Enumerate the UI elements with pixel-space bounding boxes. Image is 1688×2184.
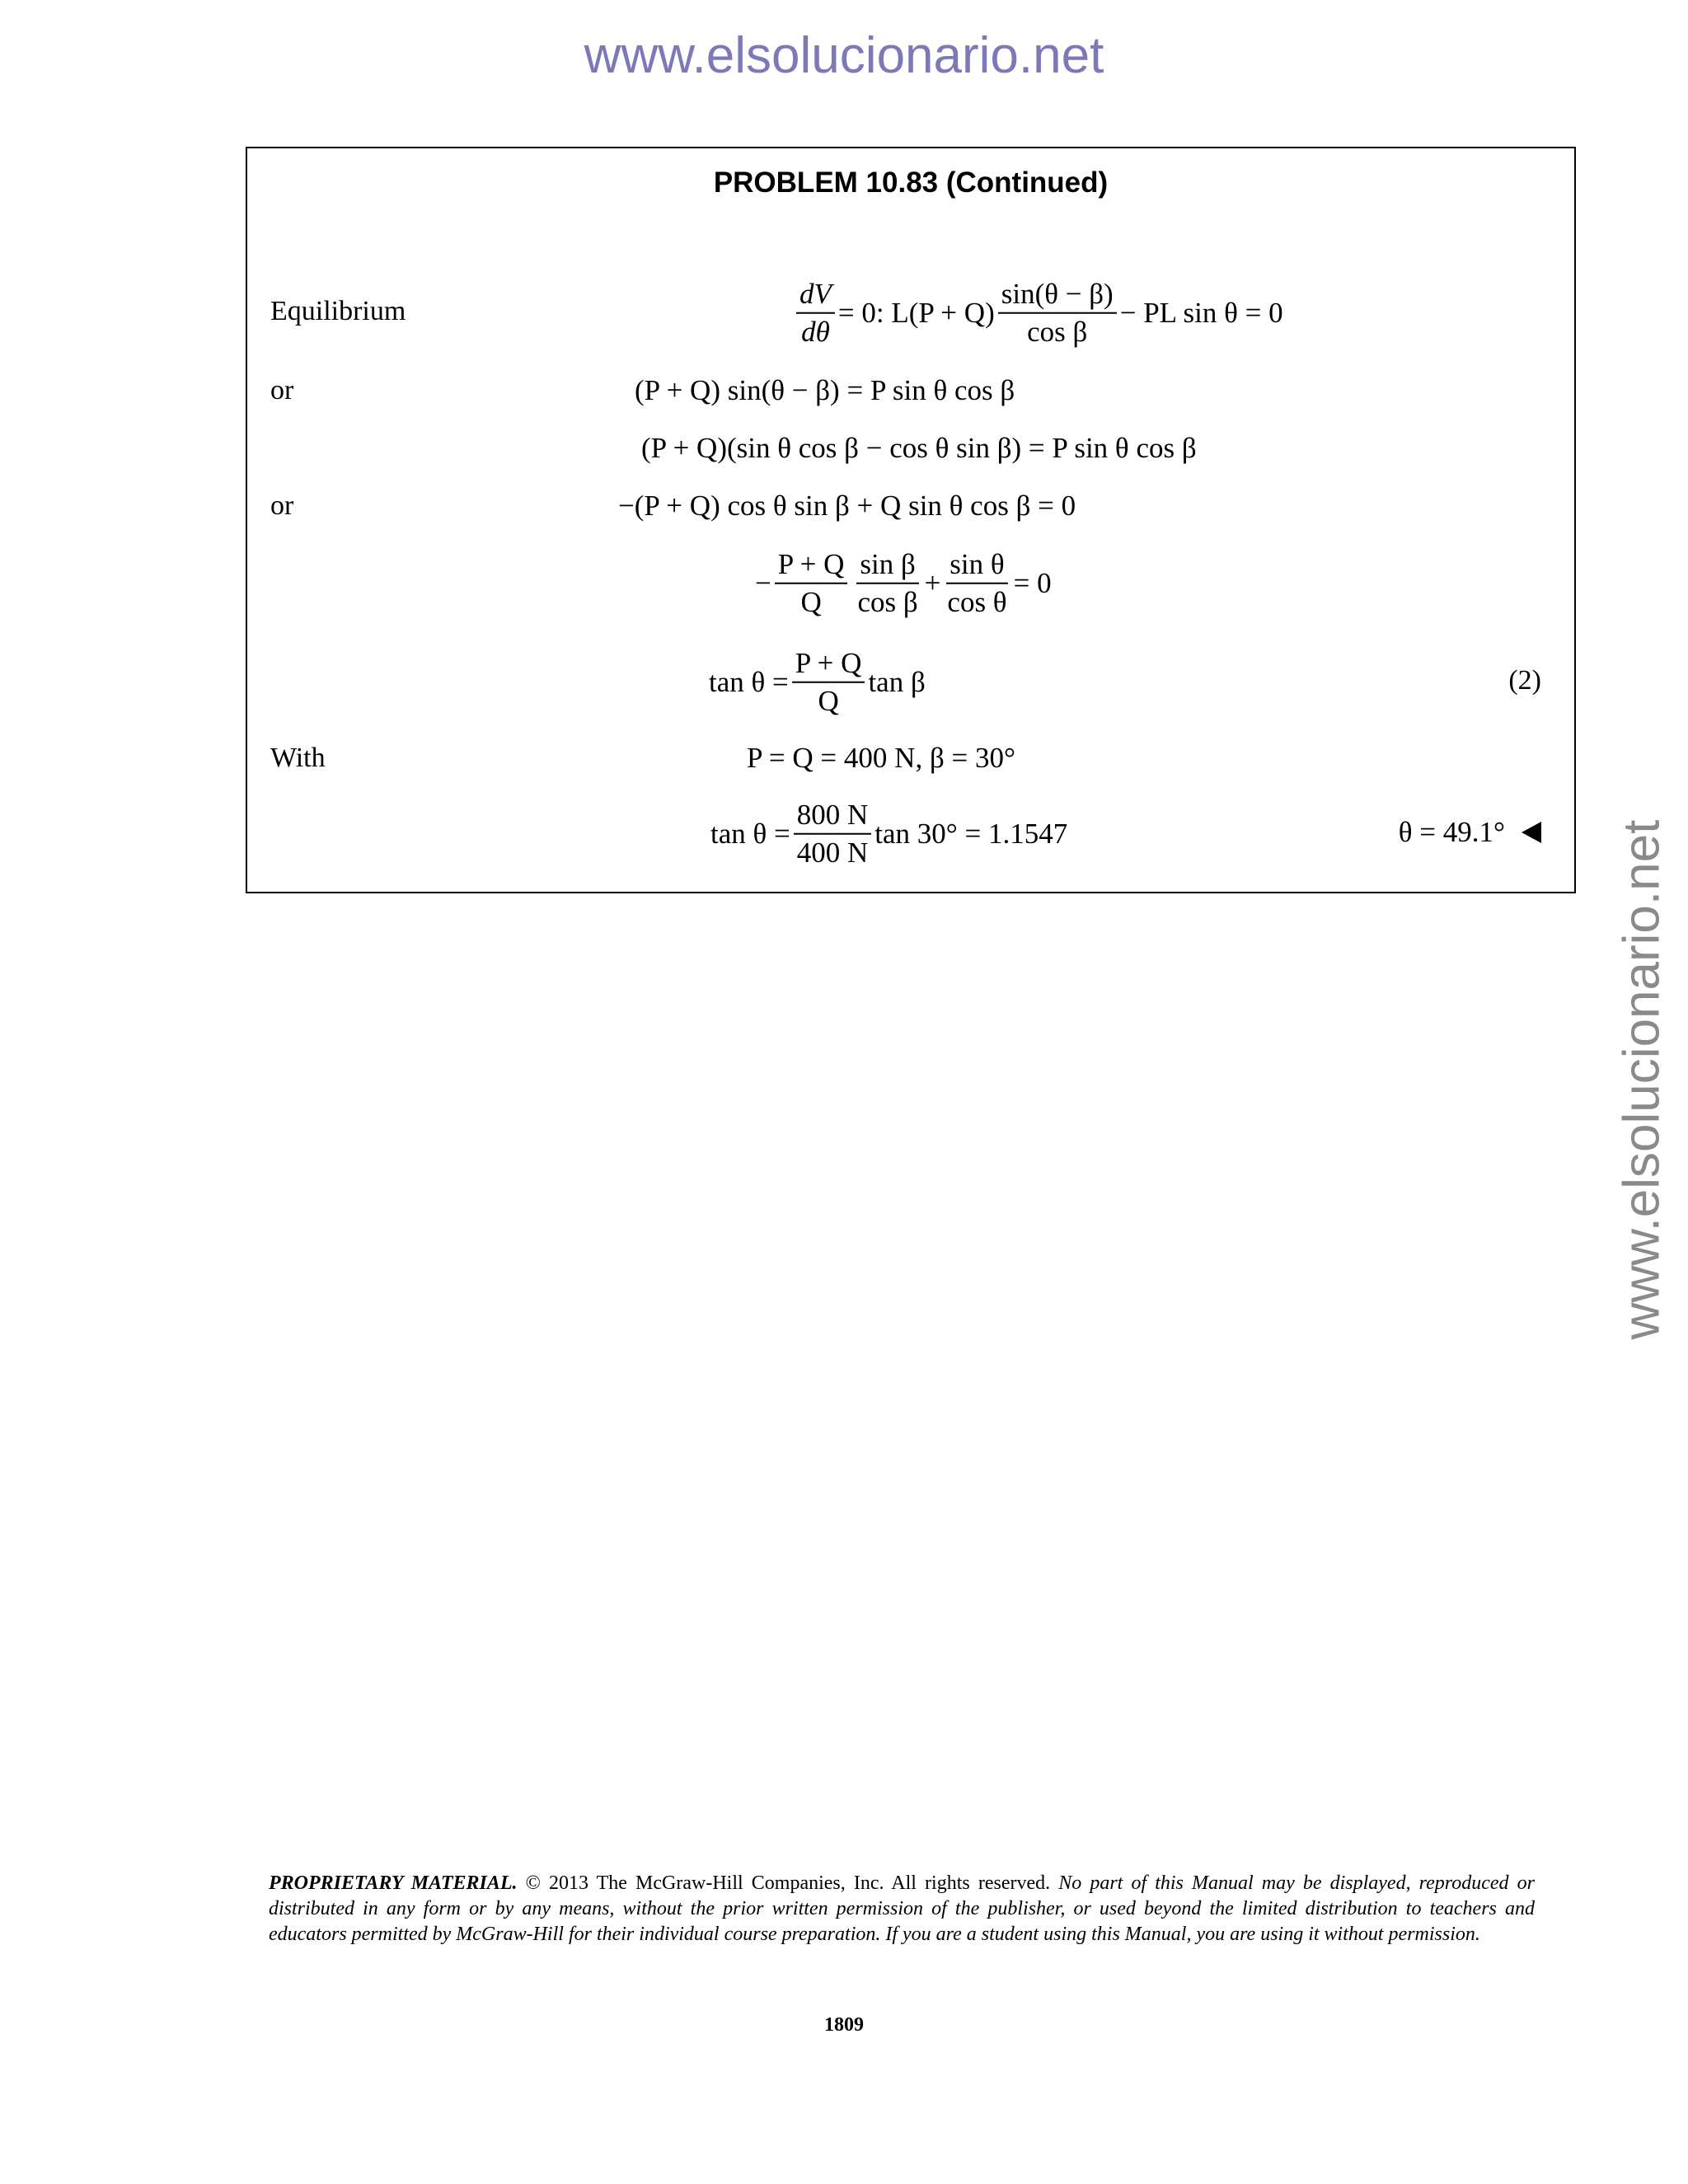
equation-1 [793,278,1283,349]
watermark-side: www.elsolucionario.net [1613,819,1671,1340]
equation-8 [710,799,1067,870]
frac-den: dθ [801,316,830,348]
watermark-top: www.elsolucionario.net [584,27,1104,84]
frac-den: cos θ [947,586,1007,618]
frac-pq-q [792,647,865,719]
copyright-notice [269,1871,1535,1947]
frac-dv-dtheta [796,278,835,349]
label-with: With [270,743,326,773]
footer-normal: © 2013 The McGraw-Hill Companies, Inc. All rights reserved. [517,1872,1059,1894]
equation-6 [709,647,926,719]
eq5-lead: − [755,567,771,599]
solution-box [246,147,1576,893]
frac-den: cos β [857,586,918,618]
frac-num: dV [796,278,835,314]
equation-4: −(P + Q) cos θ sin β + Q sin θ cos β = 0 [618,490,1076,522]
label-or-2: or [270,490,294,521]
frac-num: sin β [856,548,918,584]
problem-title: PROBLEM 10.83 (Continued) [713,166,1109,199]
equation-3: (P + Q)(sin θ cos β − cos θ sin β) = P sin θ cos β [641,432,1197,464]
frac-num: sin(θ − β) [998,278,1117,314]
frac-800-400 [794,799,872,870]
equation-7: P = Q = 400 N, β = 30° [747,742,1015,774]
eq5-tail: = 0 [1013,567,1052,599]
label-equilibrium: Equilibrium [270,296,406,326]
eq8-tail: tan 30° = 1.1547 [874,818,1068,850]
frac-den: Q [818,685,839,717]
frac-sin-cos [998,278,1117,349]
eq1-mid: = 0: L(P + Q) [837,297,995,329]
answer-marker-icon [1522,822,1541,843]
final-answer [1399,816,1541,849]
frac-den: Q [800,586,822,618]
equation-5 [755,548,1052,620]
footer-bold: PROPRIETARY MATERIAL. [269,1872,518,1894]
equation-number: (2) [1508,665,1541,696]
page-number: 1809 [824,2014,864,2036]
eq6-lead: tan θ = [709,666,789,698]
frac-den: 400 N [796,837,869,869]
eq6-tail: tan β [868,666,926,698]
eq8-lead: tan θ = [710,818,790,850]
eq5-plus: + [924,567,941,599]
footer-italic: No part of this Manual may be displayed, reproduced or distributed in any form or by any means, without the prior written permission of the publisher, or used beyond the limited distribution to teachers and educators permitted by McGraw-Hill for their individual course preparation. If you are a student using this Manual, you are using it without permission. [269,1872,1535,1945]
equation-2: (P + Q) sin(θ − β) = P sin θ cos β [635,374,1015,406]
frac-sinb-cosb [854,548,921,620]
frac-den: cos β [1027,316,1088,348]
frac-num: P + Q [792,647,865,683]
frac-pq-q [775,548,848,620]
label-or-1: or [270,375,294,405]
frac-sint-cost [944,548,1010,620]
answer-value: θ = 49.1° [1398,816,1505,848]
frac-num: P + Q [775,548,848,584]
frac-num: 800 N [794,799,872,835]
eq1-tail: − PL sin θ = 0 [1119,297,1283,329]
frac-num: sin θ [946,548,1007,584]
